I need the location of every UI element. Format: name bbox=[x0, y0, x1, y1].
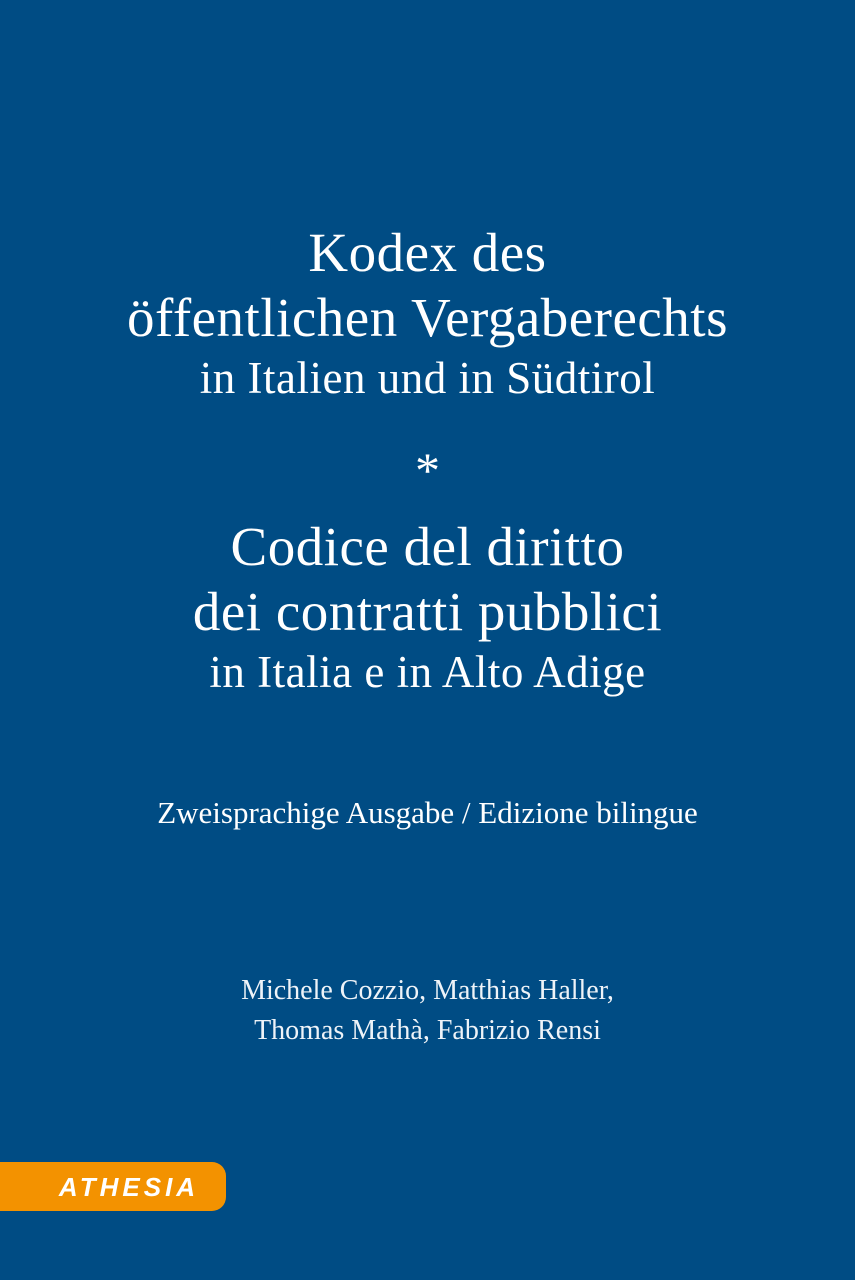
title-it-line-1: Codice del diritto bbox=[230, 516, 625, 577]
asterisk-separator: * bbox=[415, 442, 440, 498]
authors-line-1: Michele Cozzio, Matthias Haller, bbox=[241, 975, 614, 1006]
title-de-line-1: Kodex des bbox=[308, 222, 547, 283]
publisher-logo-badge bbox=[0, 1162, 226, 1211]
title-de-line-2: öffentlichen Vergaberechts bbox=[127, 287, 728, 348]
edition-note: Zweisprachige Ausgabe / Edizione bilingue bbox=[157, 795, 698, 830]
title-de-line-3: in Italien und in Südtirol bbox=[199, 353, 656, 403]
authors-line-2: Thomas Mathà, Fabrizio Rensi bbox=[254, 1015, 601, 1046]
title-it-line-3: in Italia e in Alto Adige bbox=[209, 647, 646, 697]
publisher-logo-text: ATHESIA bbox=[58, 1171, 200, 1202]
title-it-line-2: dei contratti pubblici bbox=[192, 581, 663, 642]
